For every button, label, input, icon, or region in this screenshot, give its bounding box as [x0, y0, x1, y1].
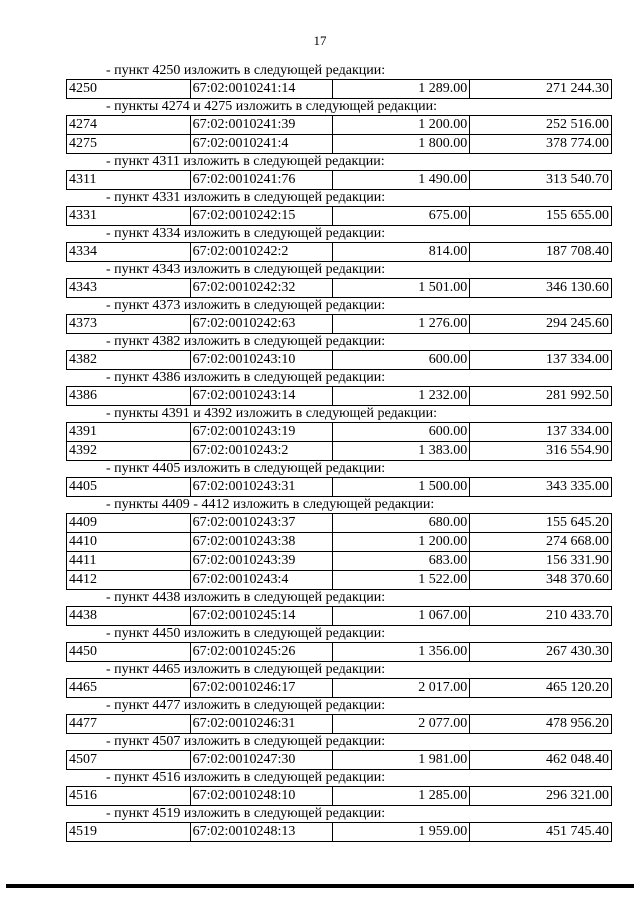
- table-row: [67, 116, 612, 135]
- amendment-heading: - пункты 4274 и 4275 изложить в следующей редакции:: [106, 99, 438, 114]
- cadastral-number-cell: 67:02:0010241:76: [190, 171, 333, 190]
- item-number-cell: 4343: [67, 279, 191, 298]
- cadastral-number-cell: 67:02:0010243:19: [190, 423, 333, 442]
- cadastral-number-cell: 67:02:0010243:14: [190, 387, 333, 406]
- table-row: [67, 387, 612, 406]
- amendment-heading: - пункт 4438 изложить в следующей редакции:: [106, 590, 386, 605]
- table-row: [67, 514, 612, 533]
- cadastral-value-cell: 451 745.40: [470, 823, 612, 842]
- item-number-cell: 4410: [67, 533, 191, 552]
- amendment-heading: - пункт 4250 изложить в следующей редакции:: [106, 63, 386, 78]
- area-cell: 675.00: [333, 207, 470, 226]
- item-number-cell: 4465: [67, 679, 191, 698]
- table-row: [67, 279, 612, 298]
- entries-table: [66, 79, 612, 99]
- amendment-heading: - пункт 4519 изложить в следующей редакции:: [106, 806, 386, 821]
- area-cell: 1 276.00: [333, 315, 470, 334]
- table-row: [67, 135, 612, 154]
- cadastral-value-cell: 137 334.00: [470, 351, 612, 370]
- cadastral-number-cell: 67:02:0010246:31: [190, 715, 333, 734]
- item-number-cell: 4507: [67, 751, 191, 770]
- entries-table: [66, 606, 612, 626]
- entries-table: [66, 386, 612, 406]
- table-row: [67, 533, 612, 552]
- item-number-cell: 4519: [67, 823, 191, 842]
- entries-table: [66, 750, 612, 770]
- table-row: [67, 171, 612, 190]
- item-number-cell: 4250: [67, 80, 191, 99]
- area-cell: 1 200.00: [333, 116, 470, 135]
- cadastral-value-cell: 296 321.00: [470, 787, 612, 806]
- table-row: [67, 80, 612, 99]
- table-row: [67, 478, 612, 497]
- area-cell: 1 232.00: [333, 387, 470, 406]
- area-cell: 1 067.00: [333, 607, 470, 626]
- entries-table: [66, 115, 612, 154]
- table-row: [67, 442, 612, 461]
- table-row: [67, 423, 612, 442]
- table-row: [67, 823, 612, 842]
- table-row: [67, 679, 612, 698]
- amendment-heading: - пункт 4334 изложить в следующей редакции:: [106, 226, 386, 241]
- entries-table: [66, 678, 612, 698]
- entries-table: [66, 822, 612, 842]
- table-row: [67, 571, 612, 590]
- item-number-cell: 4274: [67, 116, 191, 135]
- amendment-heading: - пункт 4331 изложить в следующей редакции:: [106, 190, 386, 205]
- item-number-cell: 4438: [67, 607, 191, 626]
- cadastral-number-cell: 67:02:0010243:31: [190, 478, 333, 497]
- cadastral-number-cell: 67:02:0010243:38: [190, 533, 333, 552]
- cadastral-number-cell: 67:02:0010247:30: [190, 751, 333, 770]
- area-cell: 1 356.00: [333, 643, 470, 662]
- entries-table: [66, 786, 612, 806]
- cadastral-number-cell: 67:02:0010243:10: [190, 351, 333, 370]
- amendment-heading: - пункт 4311 изложить в следующей редакции:: [106, 154, 385, 169]
- item-number-cell: 4411: [67, 552, 191, 571]
- area-cell: 600.00: [333, 351, 470, 370]
- area-cell: 1 500.00: [333, 478, 470, 497]
- amendment-heading: - пункт 4386 изложить в следующей редакции:: [106, 370, 386, 385]
- cadastral-number-cell: 67:02:0010242:2: [190, 243, 333, 262]
- cadastral-value-cell: 343 335.00: [470, 478, 612, 497]
- area-cell: 1 800.00: [333, 135, 470, 154]
- item-number-cell: 4382: [67, 351, 191, 370]
- cadastral-number-cell: 67:02:0010242:15: [190, 207, 333, 226]
- item-number-cell: 4516: [67, 787, 191, 806]
- table-row: [67, 787, 612, 806]
- amendment-heading: - пункт 4465 изложить в следующей редакции:: [106, 662, 386, 677]
- cadastral-number-cell: 67:02:0010248:10: [190, 787, 333, 806]
- entries-table: [66, 242, 612, 262]
- area-cell: 1 285.00: [333, 787, 470, 806]
- entries-table: [66, 714, 612, 734]
- table-row: [67, 643, 612, 662]
- cadastral-value-cell: 313 540.70: [470, 171, 612, 190]
- footer-rule: [6, 884, 634, 888]
- entries-table: [66, 513, 612, 590]
- area-cell: 2 017.00: [333, 679, 470, 698]
- cadastral-number-cell: 67:02:0010242:63: [190, 315, 333, 334]
- cadastral-value-cell: 274 668.00: [470, 533, 612, 552]
- page-number: 17: [313, 33, 327, 48]
- entries-table: [66, 170, 612, 190]
- amendment-heading: - пункт 4516 изложить в следующей редакции:: [106, 770, 386, 785]
- area-cell: 1 959.00: [333, 823, 470, 842]
- table-row: [67, 607, 612, 626]
- cadastral-value-cell: 346 130.60: [470, 279, 612, 298]
- area-cell: 680.00: [333, 514, 470, 533]
- item-number-cell: 4391: [67, 423, 191, 442]
- cadastral-value-cell: 155 645.20: [470, 514, 612, 533]
- cadastral-value-cell: 478 956.20: [470, 715, 612, 734]
- table-row: [67, 207, 612, 226]
- cadastral-value-cell: 252 516.00: [470, 116, 612, 135]
- item-number-cell: 4334: [67, 243, 191, 262]
- item-number-cell: 4386: [67, 387, 191, 406]
- amendment-heading: - пункт 4450 изложить в следующей редакции:: [106, 626, 386, 641]
- cadastral-value-cell: 294 245.60: [470, 315, 612, 334]
- table-row: [67, 715, 612, 734]
- cadastral-number-cell: 67:02:0010241:4: [190, 135, 333, 154]
- cadastral-number-cell: 67:02:0010243:39: [190, 552, 333, 571]
- entries-table: [66, 278, 612, 298]
- amendment-heading: - пункт 4477 изложить в следующей редакции:: [106, 698, 386, 713]
- amendment-heading: - пункты 4391 и 4392 изложить в следующей редакции:: [106, 406, 438, 421]
- item-number-cell: 4311: [67, 171, 191, 190]
- cadastral-value-cell: 210 433.70: [470, 607, 612, 626]
- area-cell: 1 490.00: [333, 171, 470, 190]
- table-row: [67, 351, 612, 370]
- area-cell: 1 289.00: [333, 80, 470, 99]
- table-row: [67, 751, 612, 770]
- cadastral-value-cell: 271 244.30: [470, 80, 612, 99]
- amendment-heading: - пункты 4409 - 4412 изложить в следующей редакции:: [106, 497, 435, 512]
- cadastral-number-cell: 67:02:0010242:32: [190, 279, 333, 298]
- area-cell: 814.00: [333, 243, 470, 262]
- item-number-cell: 4477: [67, 715, 191, 734]
- cadastral-value-cell: 267 430.30: [470, 643, 612, 662]
- item-number-cell: 4409: [67, 514, 191, 533]
- item-number-cell: 4331: [67, 207, 191, 226]
- cadastral-value-cell: 156 331.90: [470, 552, 612, 571]
- entries-table: [66, 350, 612, 370]
- cadastral-number-cell: 67:02:0010241:14: [190, 80, 333, 99]
- cadastral-value-cell: 348 370.60: [470, 571, 612, 590]
- item-number-cell: 4450: [67, 643, 191, 662]
- table-row: [67, 243, 612, 262]
- cadastral-value-cell: 155 655.00: [470, 207, 612, 226]
- cadastral-value-cell: 137 334.00: [470, 423, 612, 442]
- table-row: [67, 315, 612, 334]
- cadastral-number-cell: 67:02:0010243:4: [190, 571, 333, 590]
- area-cell: 600.00: [333, 423, 470, 442]
- amendment-heading: - пункт 4405 изложить в следующей редакции:: [106, 461, 386, 476]
- cadastral-number-cell: 67:02:0010245:26: [190, 643, 333, 662]
- cadastral-value-cell: 462 048.40: [470, 751, 612, 770]
- item-number-cell: 4412: [67, 571, 191, 590]
- cadastral-number-cell: 67:02:0010241:39: [190, 116, 333, 135]
- cadastral-value-cell: 465 120.20: [470, 679, 612, 698]
- item-number-cell: 4373: [67, 315, 191, 334]
- table-row: [67, 552, 612, 571]
- cadastral-number-cell: 67:02:0010246:17: [190, 679, 333, 698]
- cadastral-number-cell: 67:02:0010248:13: [190, 823, 333, 842]
- amendment-heading: - пункт 4507 изложить в следующей редакции:: [106, 734, 386, 749]
- item-number-cell: 4392: [67, 442, 191, 461]
- amendment-heading: - пункт 4373 изложить в следующей редакции:: [106, 298, 386, 313]
- area-cell: 1 501.00: [333, 279, 470, 298]
- amendments-list: [66, 63, 612, 842]
- area-cell: 683.00: [333, 552, 470, 571]
- area-cell: 1 981.00: [333, 751, 470, 770]
- area-cell: 1 383.00: [333, 442, 470, 461]
- item-number-cell: 4275: [67, 135, 191, 154]
- entries-table: [66, 422, 612, 461]
- entries-table: [66, 477, 612, 497]
- area-cell: 1 200.00: [333, 533, 470, 552]
- cadastral-value-cell: 378 774.00: [470, 135, 612, 154]
- cadastral-number-cell: 67:02:0010243:37: [190, 514, 333, 533]
- cadastral-value-cell: 316 554.90: [470, 442, 612, 461]
- amendment-heading: - пункт 4343 изложить в следующей редакции:: [106, 262, 386, 277]
- entries-table: [66, 314, 612, 334]
- entries-table: [66, 642, 612, 662]
- area-cell: 2 077.00: [333, 715, 470, 734]
- cadastral-value-cell: 281 992.50: [470, 387, 612, 406]
- entries-table: [66, 206, 612, 226]
- cadastral-number-cell: 67:02:0010243:2: [190, 442, 333, 461]
- cadastral-number-cell: 67:02:0010245:14: [190, 607, 333, 626]
- amendment-heading: - пункт 4382 изложить в следующей редакции:: [106, 334, 386, 349]
- item-number-cell: 4405: [67, 478, 191, 497]
- cadastral-value-cell: 187 708.40: [470, 243, 612, 262]
- area-cell: 1 522.00: [333, 571, 470, 590]
